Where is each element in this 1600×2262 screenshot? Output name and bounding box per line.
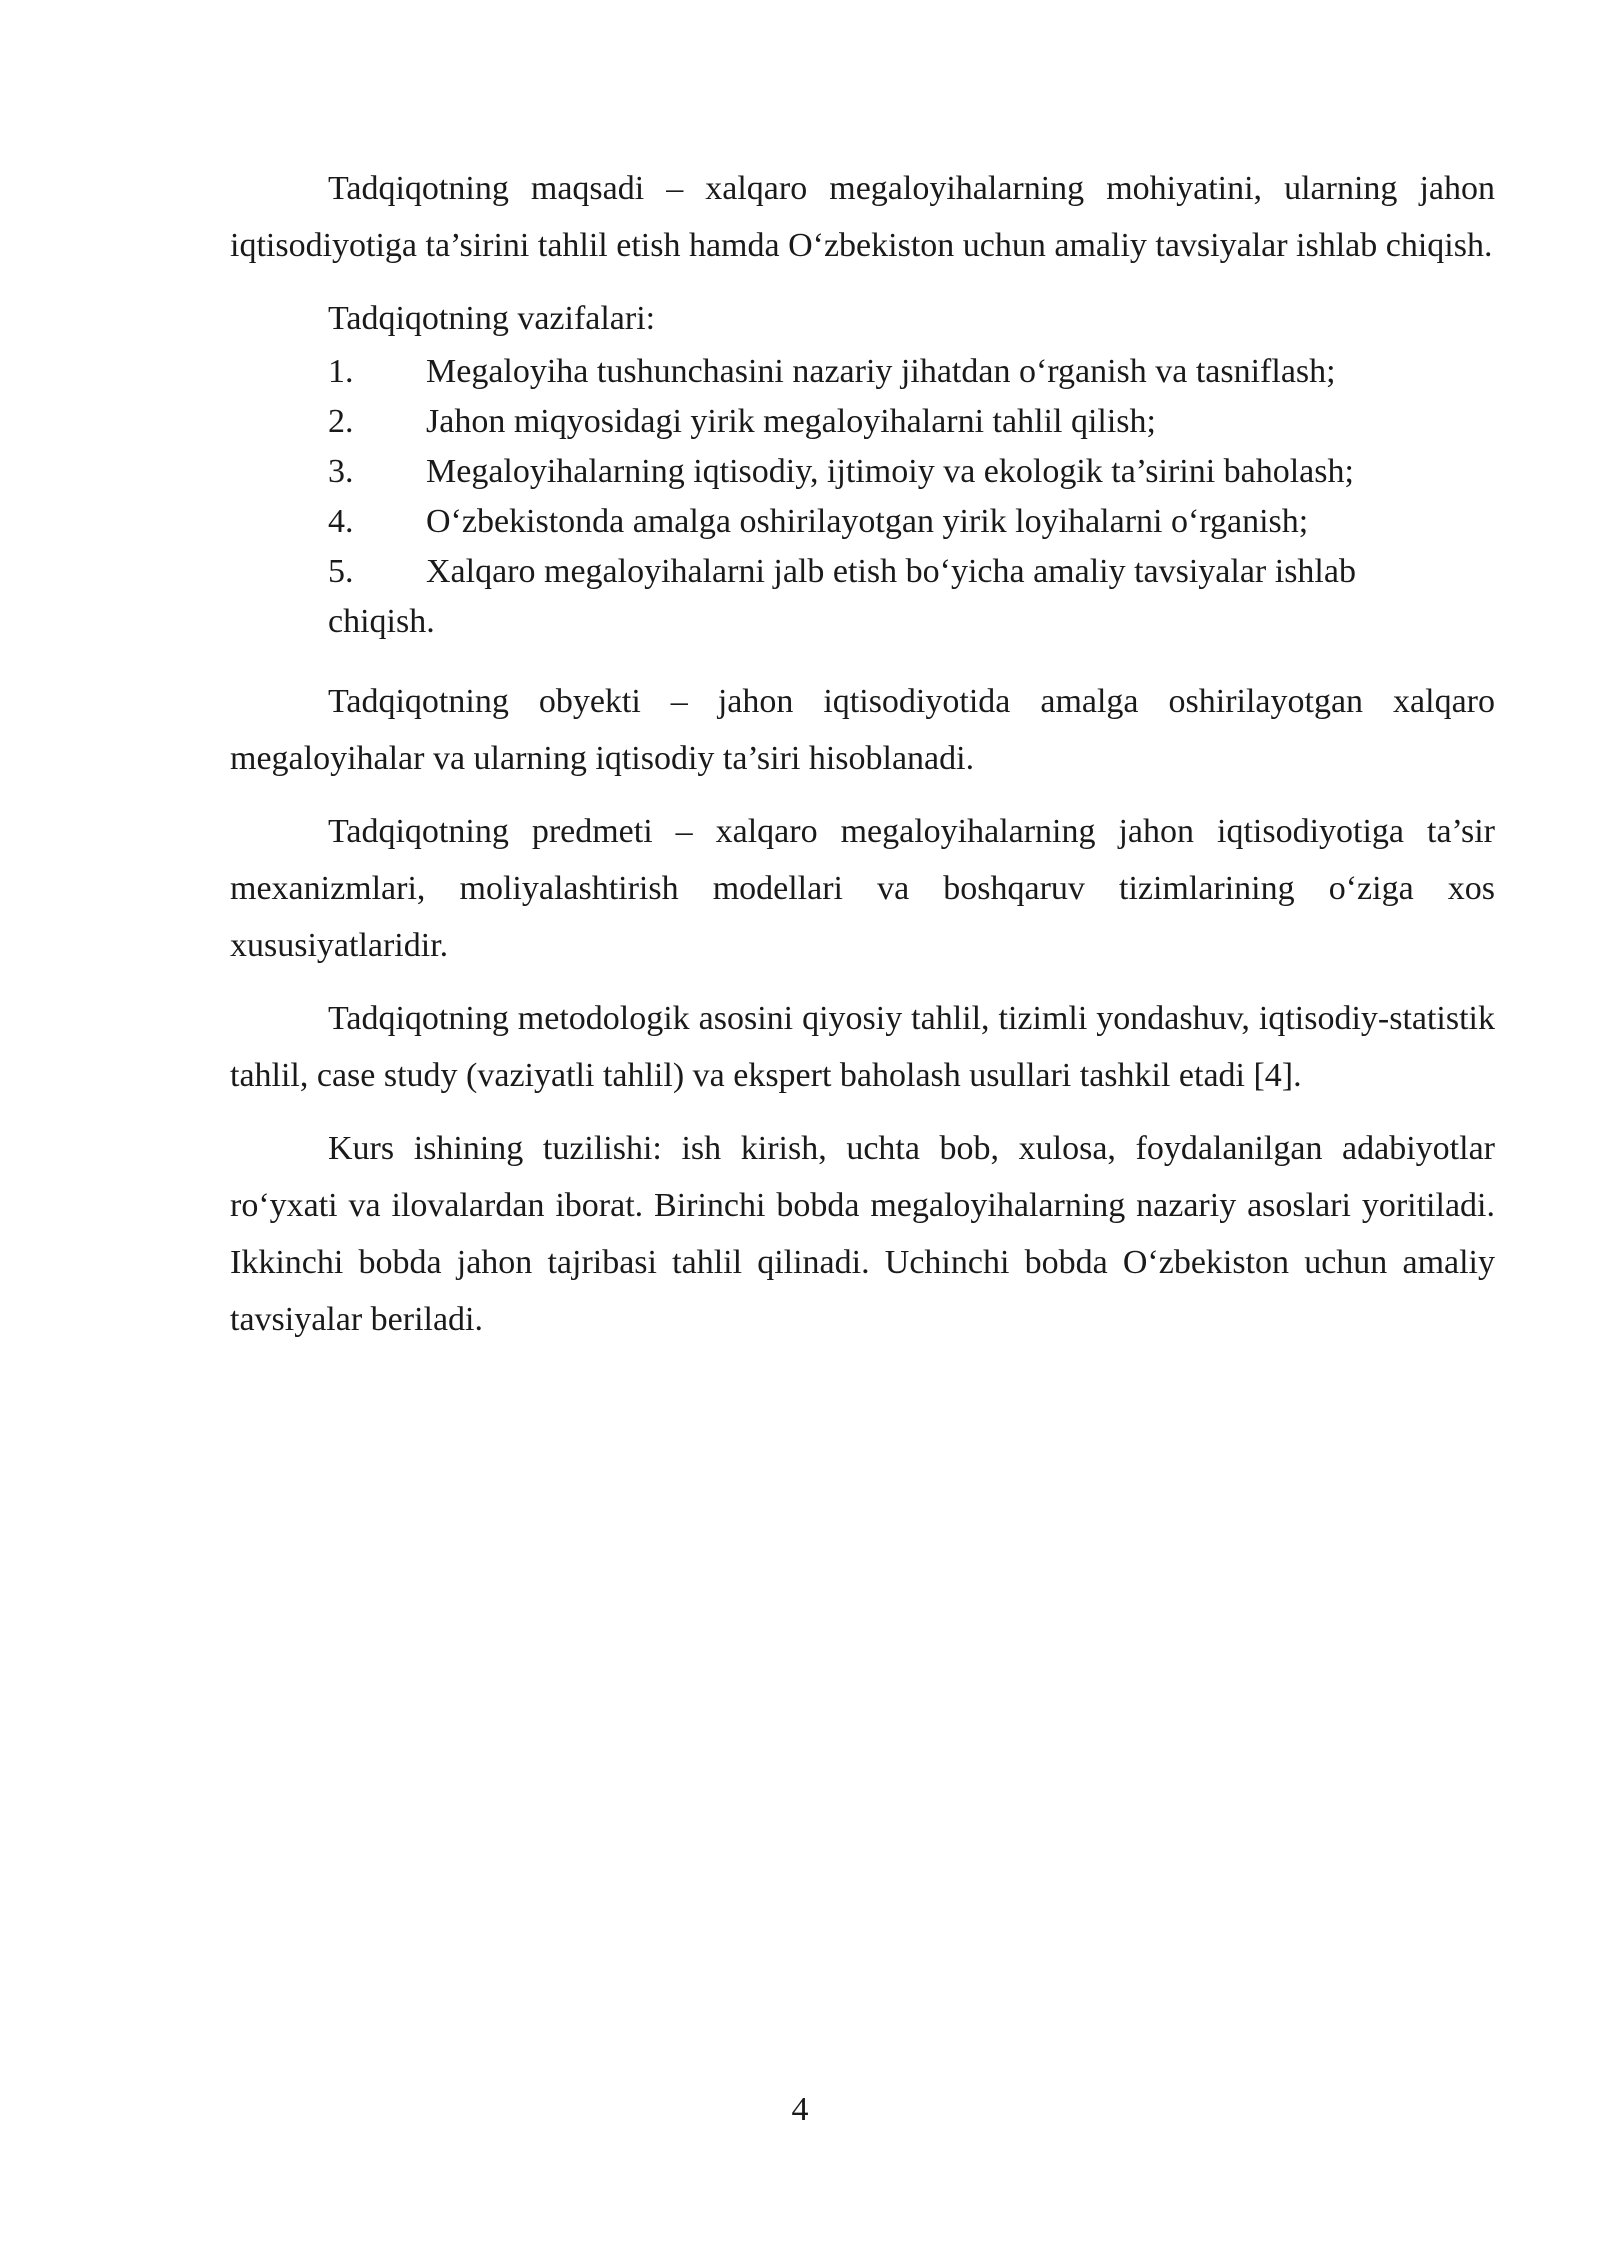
list-item-number: 5. — [328, 553, 354, 590]
paragraph-subject: Tadqiqotning predmeti – xalqaro megaloyihalarning jahon iqtisodiyotiga ta’sir mexanizmlari, moliyalashtirish modellari va boshqaruv tizimlarining o‘ziga xos xususiyatlaridir. — [230, 813, 1495, 964]
list-item — [328, 347, 1495, 397]
page-body — [230, 160, 1495, 1364]
paragraph-object: Tadqiqotning obyekti – jahon iqtisodiyotida amalga oshirilayotgan xalqaro megaloyihalar va ularning iqtisodiy ta’siri hisoblanadi. — [230, 683, 1495, 777]
list-item-number: 3. — [328, 453, 354, 490]
list-item — [328, 447, 1495, 497]
list-item-number: 1. — [328, 353, 354, 390]
page-number: 4 — [791, 2091, 809, 2128]
list-item — [328, 497, 1495, 547]
list-item-number: 4. — [328, 503, 354, 540]
list-item — [328, 397, 1495, 447]
list-item-text-continuation: chiqish. — [328, 603, 435, 640]
list-item-number: 2. — [328, 403, 354, 440]
paragraph-aim: Tadqiqotning maqsadi – xalqaro megaloyihalarning mohiyatini, ularning jahon iqtisodiyotiga ta’sirini tahlil etish hamda O‘zbekiston uchun amaliy tavsiyalar ishlab chiqish. — [230, 170, 1495, 264]
list-item-text: Xalqaro megaloyihalarni jalb etish bo‘yicha amaliy tavsiyalar ishlab — [426, 553, 1356, 590]
list-item-text: Megaloyiha tushunchasini nazariy jihatdan o‘rganish va tasniflash; — [426, 353, 1336, 390]
paragraph-methodology: Tadqiqotning metodologik asosini qiyosiy tahlil, tizimli yondashuv, iqtisodiy-statistik tahlil, case study (vaziyatli tahlil) va ekspert baholash usullari tashkil etadi [4]. — [230, 1000, 1495, 1094]
paragraph-structure: Kurs ishining tuzilishi: ish kirish, uchta bob, xulosa, foydalanilgan adabiyotlar ro‘yxati va ilovalardan iborat. Birinchi bobda megaloyihalarning nazariy asoslari yoritiladi. Ikkinchi bobda jahon tajribasi tahlil qilinadi. Uchinchi bobda O‘zbekiston uchun amaliy tavsiyalar beriladi. — [230, 1130, 1495, 1338]
list-item-text: Jahon miqyosidagi yirik megaloyihalarni tahlil qilish; — [426, 403, 1156, 440]
list-item-text-wrapper — [328, 547, 1495, 647]
list-item-text: Megaloyihalarning iqtisodiy, ijtimoiy va ekologik ta’sirini baholash; — [426, 453, 1354, 490]
list-item-text: O‘zbekistonda amalga oshirilayotgan yirik loyihalarni o‘rganish; — [426, 503, 1309, 540]
tasks-heading: Tadqiqotning vazifalari: — [328, 300, 656, 337]
list-item — [328, 547, 1495, 647]
task-list — [328, 347, 1495, 647]
